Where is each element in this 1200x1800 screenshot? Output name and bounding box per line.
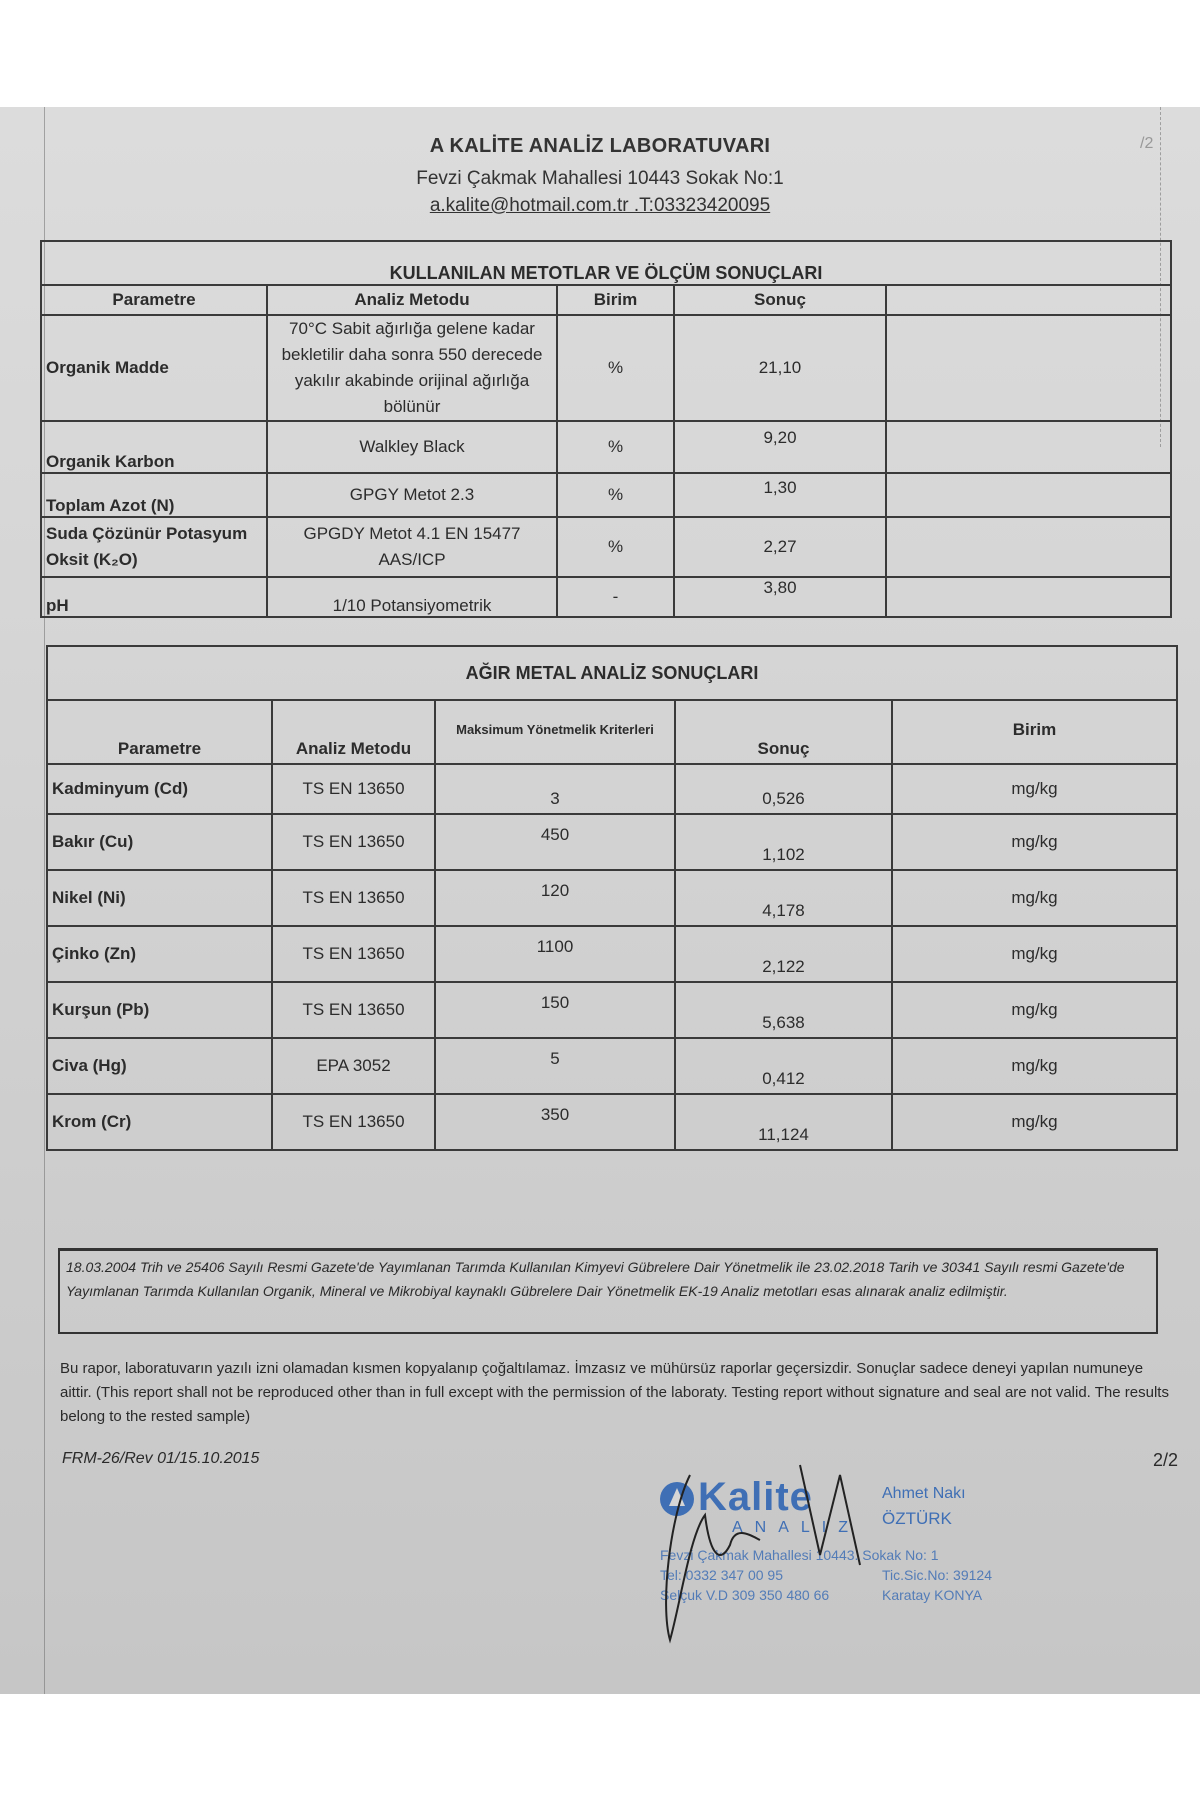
parameter-cell: Toplam Azot (N) — [41, 473, 267, 517]
empty-cell — [886, 421, 1171, 473]
empty-cell — [886, 577, 1171, 617]
column-header — [886, 285, 1171, 315]
result-cell: 2,27 — [674, 517, 886, 577]
parameter-cell: Organik Madde — [41, 315, 267, 421]
method-cell: TS EN 13650 — [272, 1094, 435, 1150]
column-header: Birim — [892, 700, 1177, 764]
result-cell: 1,102 — [675, 814, 892, 870]
result-cell: 5,638 — [675, 982, 892, 1038]
parameter-cell: Organik Karbon — [41, 421, 267, 473]
result-cell: 21,10 — [674, 315, 886, 421]
method-cell: TS EN 13650 — [272, 814, 435, 870]
max-criteria-cell: 350 — [435, 1094, 675, 1150]
method-cell: 1/10 Potansiyometrik — [267, 577, 557, 617]
lab-name: A KALİTE ANALİZ LABORATUVARI — [429, 135, 771, 157]
column-header: Maksimum Yönetmelik Kriterleri — [435, 700, 675, 764]
empty-cell — [886, 315, 1171, 421]
table-row — [47, 764, 1177, 814]
parameter-cell: Kadminyum (Cd) — [47, 764, 272, 814]
methods-results-table — [40, 240, 1172, 618]
lab-contact: a.kalite@hotmail.com.tr .T:03323420095 — [429, 195, 771, 216]
method-cell: GPGDY Metot 4.1 EN 15477 AAS/ICP — [267, 517, 557, 577]
table-row — [47, 982, 1177, 1038]
unit-cell: mg/kg — [892, 814, 1177, 870]
unit-cell: mg/kg — [892, 1094, 1177, 1150]
table-row — [47, 926, 1177, 982]
stamp-address: Fevzi Çakmak Mahallesi 10443. Sokak No: 1 — [660, 1547, 939, 1563]
table-row — [41, 315, 1171, 421]
max-criteria-cell: 5 — [435, 1038, 675, 1094]
stamp-subtitle: ANALIZ — [732, 1519, 861, 1536]
disclaimer-text: Bu rapor, laboratuvarın yazılı izni olamadan kısmen kopyalanıp çoğaltılamaz. İmzasız ve mühürsüz raporlar geçersizdir. Sonuçlar sadece deneyi yapılan numuneye aittir. (This report shall not be reproduced other than in full except with the permission of the laboraty. Testing report without signature and seal are not valid. The results belong to the rested sample) — [60, 1360, 1169, 1425]
lab-address: Fevzi Çakmak Mahallesi 10443 Sokak No:1 — [416, 168, 784, 189]
max-criteria-cell: 1100 — [435, 926, 675, 982]
table-row — [41, 517, 1171, 577]
unit-cell: mg/kg — [892, 1038, 1177, 1094]
table-row — [47, 1038, 1177, 1094]
column-header: Parametre — [41, 285, 267, 315]
method-cell: TS EN 13650 — [272, 764, 435, 814]
unit-cell: % — [557, 473, 674, 517]
unit-cell: mg/kg — [892, 982, 1177, 1038]
method-cell: 70°C Sabit ağırlığa gelene kadar bekletilir daha sonra 550 derecede yakılır akabinde orijinal ağırlığa bölünür — [267, 315, 557, 421]
result-cell: 4,178 — [675, 870, 892, 926]
max-criteria-cell: 450 — [435, 814, 675, 870]
page-mark: /2 — [1140, 135, 1154, 152]
regulation-note: 18.03.2004 Trih ve 25406 Sayılı Resmi Gazete'de Yayımlanan Tarımda Kullanılan Kimyevi Gübrelere Dair Yönetmelik ile 23.02.2018 Tarih ve 30341 Sayılı resmi Gazete'de Yayımlanan Tarımda Kullanılan Organik, Mineral ve Mikrobiyal kaynaklı Gübrelere Dair Yönetmelik EK-19 Analiz metotları esas alınarak analiz edilmiştir. — [58, 1248, 1158, 1334]
result-cell: 0,412 — [675, 1038, 892, 1094]
result-cell: 9,20 — [674, 421, 886, 473]
unit-cell: mg/kg — [892, 926, 1177, 982]
method-cell: EPA 3052 — [272, 1038, 435, 1094]
column-header: Analiz Metodu — [267, 285, 557, 315]
result-cell: 3,80 — [674, 577, 886, 617]
stamp-logo-text: Kalite — [698, 1475, 813, 1519]
unit-cell: % — [557, 421, 674, 473]
parameter-cell: Bakır (Cu) — [47, 814, 272, 870]
column-header: Sonuç — [674, 285, 886, 315]
result-cell: 1,30 — [674, 473, 886, 517]
signature-icon — [650, 1455, 950, 1645]
parameter-cell: Civa (Hg) — [47, 1038, 272, 1094]
parameter-cell: Suda Çözünür Potasyum Oksit (K₂O) — [41, 517, 267, 577]
max-criteria-cell: 150 — [435, 982, 675, 1038]
method-cell: Walkley Black — [267, 421, 557, 473]
stamp-name-last: ÖZTÜRK — [882, 1509, 952, 1528]
method-cell: TS EN 13650 — [272, 870, 435, 926]
heavy-metal-results-table — [46, 645, 1178, 1151]
method-cell: TS EN 13650 — [272, 982, 435, 1038]
result-cell: 0,526 — [675, 764, 892, 814]
unit-cell: - — [557, 577, 674, 617]
table-title: KULLANILAN METOTLAR VE ÖLÇÜM SONUÇLARI — [41, 241, 1171, 285]
method-cell: TS EN 13650 — [272, 926, 435, 982]
stamp-name-first: Ahmet Nakı — [882, 1485, 966, 1502]
column-header: Sonuç — [675, 700, 892, 764]
page-number: 2/2 — [1153, 1450, 1179, 1470]
table-row — [47, 870, 1177, 926]
table-title: AĞIR METAL ANALİZ SONUÇLARI — [47, 646, 1177, 700]
empty-cell — [886, 473, 1171, 517]
result-cell: 2,122 — [675, 926, 892, 982]
form-code: FRM-26/Rev 01/15.10.2015 — [62, 1450, 260, 1467]
stamp-city: Karatay KONYA — [882, 1587, 983, 1603]
stamp-phone: Tel: 0332 347 00 95 — [660, 1567, 783, 1583]
method-cell: GPGY Metot 2.3 — [267, 473, 557, 517]
column-header: Parametre — [47, 700, 272, 764]
column-header: Birim — [557, 285, 674, 315]
parameter-cell: Krom (Cr) — [47, 1094, 272, 1150]
max-criteria-cell: 120 — [435, 870, 675, 926]
table-row — [41, 473, 1171, 517]
table-row — [41, 577, 1171, 617]
table-row — [47, 814, 1177, 870]
column-header: Analiz Metodu — [272, 700, 435, 764]
unit-cell: % — [557, 517, 674, 577]
max-criteria-cell: 3 — [435, 764, 675, 814]
table-row — [41, 421, 1171, 473]
unit-cell: % — [557, 315, 674, 421]
parameter-cell: Nikel (Ni) — [47, 870, 272, 926]
parameter-cell: Kurşun (Pb) — [47, 982, 272, 1038]
result-cell: 11,124 — [675, 1094, 892, 1150]
stamp-trade-reg: Tic.Sic.No: 39124 — [882, 1567, 992, 1583]
unit-cell: mg/kg — [892, 764, 1177, 814]
stamp-tax: Selçuk V.D 309 350 480 66 — [660, 1587, 830, 1603]
table-row — [47, 1094, 1177, 1150]
parameter-cell: pH — [41, 577, 267, 617]
empty-cell — [886, 517, 1171, 577]
parameter-cell: Çinko (Zn) — [47, 926, 272, 982]
unit-cell: mg/kg — [892, 870, 1177, 926]
